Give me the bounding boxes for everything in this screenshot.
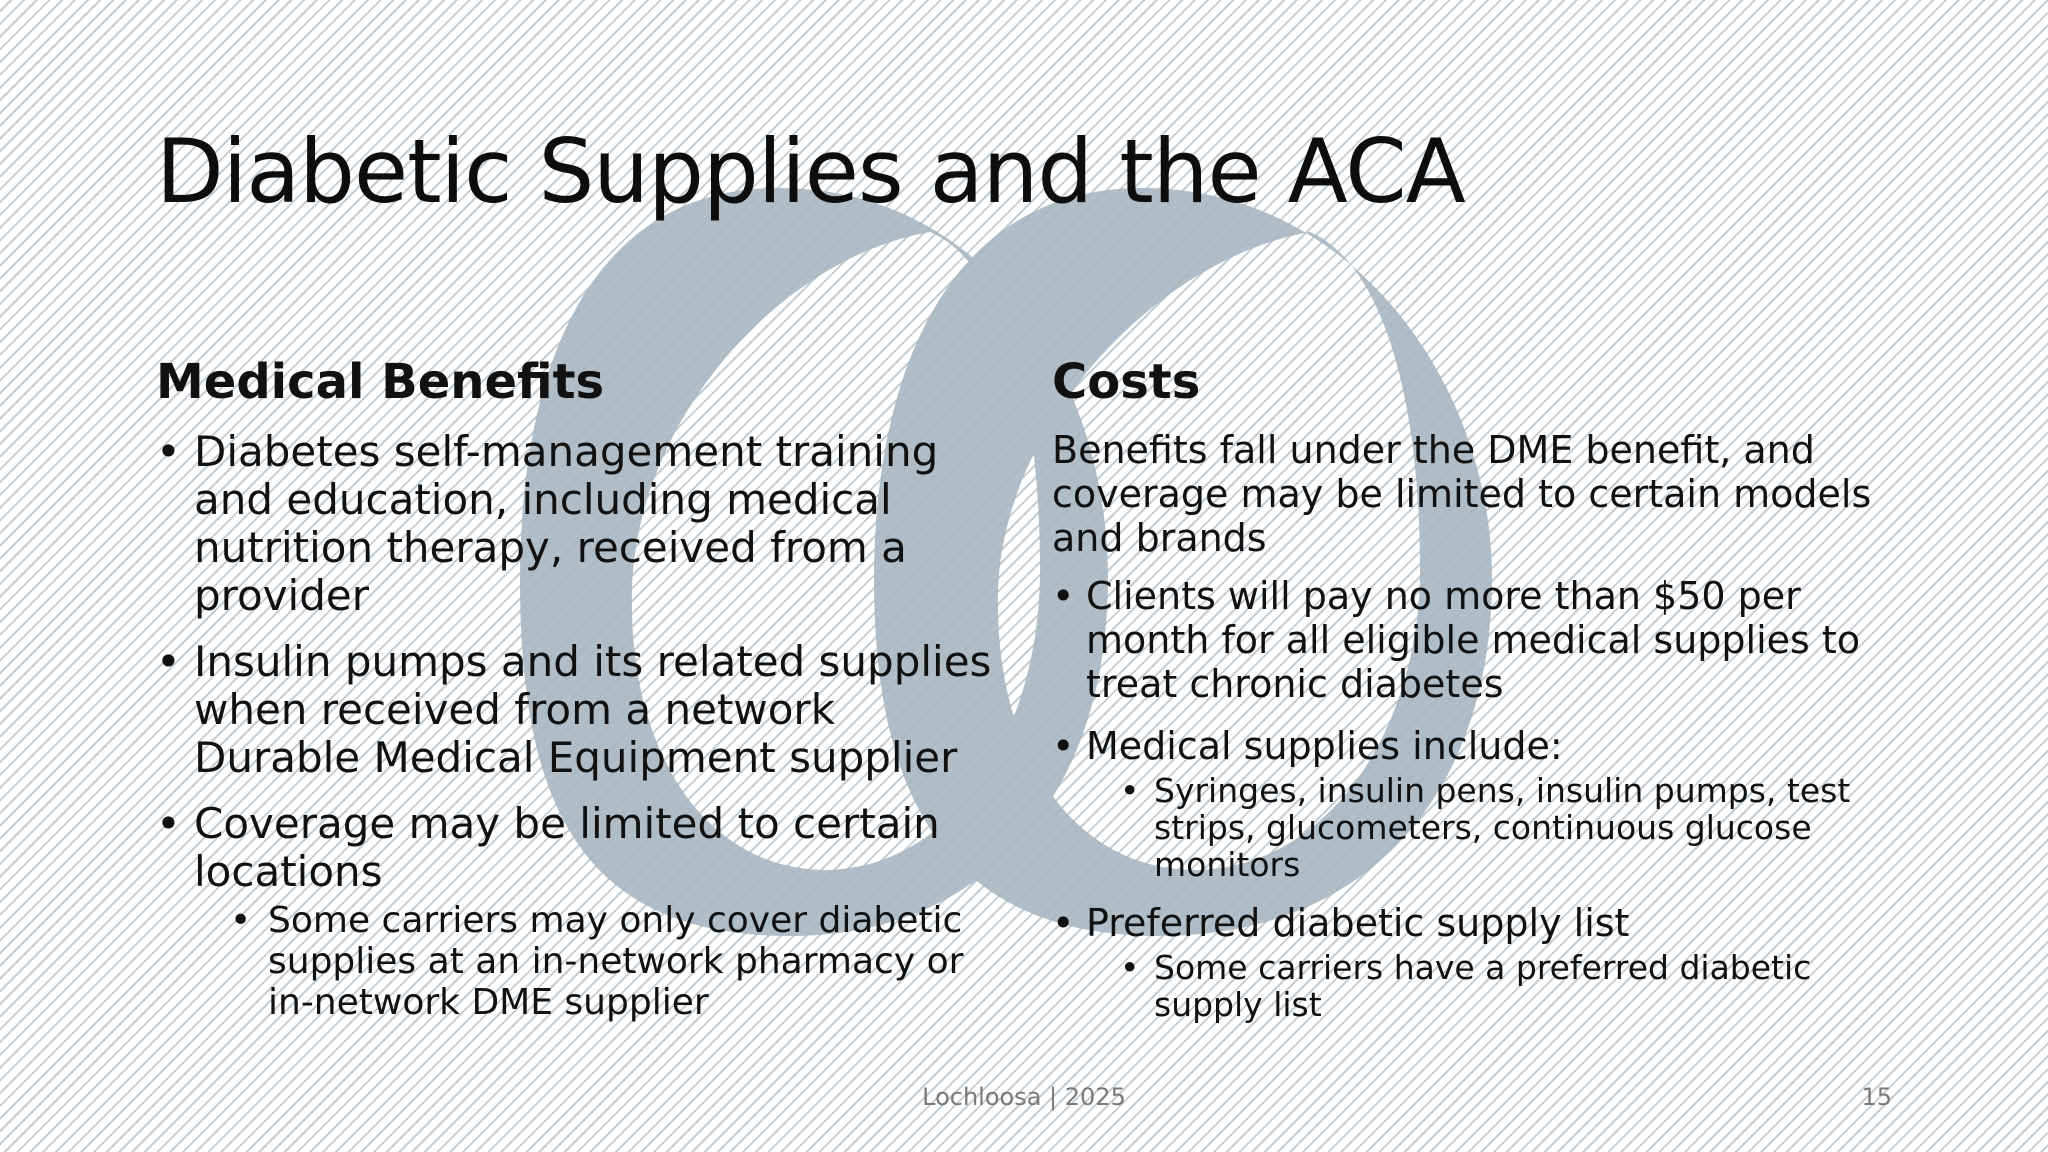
list-item: • Clients will pay no more than $50 per month for all eligible medical supplies to treat chronic diabetes (1052, 574, 1912, 706)
sub-list (1120, 772, 1912, 883)
list-item: • Diabetes self-management training and education, including medical nutrition therapy, received from a provider (156, 428, 996, 620)
medical-benefits-heading: Medical Benefits (156, 354, 605, 410)
sub-list-item: • Syringes, insulin pens, insulin pumps, test strips, glucometers, continuous glucose monitors (1120, 772, 1912, 883)
costs-list (1052, 574, 1912, 1023)
page-number: 15 (1861, 1083, 1892, 1111)
sub-list-item: • Some carriers may only cover diabetic supplies at an in-network pharmacy or in-network DME supplier (230, 900, 996, 1023)
footer-text: Lochloosa | 2025 (922, 1083, 1126, 1111)
medical-benefits-column (156, 350, 996, 1041)
costs-intro: Benefits fall under the DME benefit, and coverage may be limited to certain models and brands (1052, 428, 1872, 560)
slide-title: Diabetic Supplies and the ACA (156, 120, 1465, 223)
medical-benefits-list (156, 428, 996, 1023)
list-item: • Coverage may be limited to certain locations • Some carriers may only cover diabetic supplies at an in-network pharmacy or in-network DME supplier (156, 800, 996, 1023)
costs-heading: Costs (1052, 354, 1201, 410)
sub-list (1120, 949, 1912, 1023)
costs-column (1052, 350, 1912, 1041)
list-item: • Preferred diabetic supply list • Some carriers have a preferred diabetic supply list (1052, 901, 1912, 1023)
sub-list-item: • Some carriers have a preferred diabetic supply list (1120, 949, 1912, 1023)
list-item: • Insulin pumps and its related supplies when received from a network Durable Medical Equipment supplier (156, 638, 996, 782)
sub-list (230, 900, 996, 1023)
list-item: • Medical supplies include: • Syringes, insulin pens, insulin pumps, test strips, glucometers, continuous glucose monitors (1052, 724, 1912, 883)
